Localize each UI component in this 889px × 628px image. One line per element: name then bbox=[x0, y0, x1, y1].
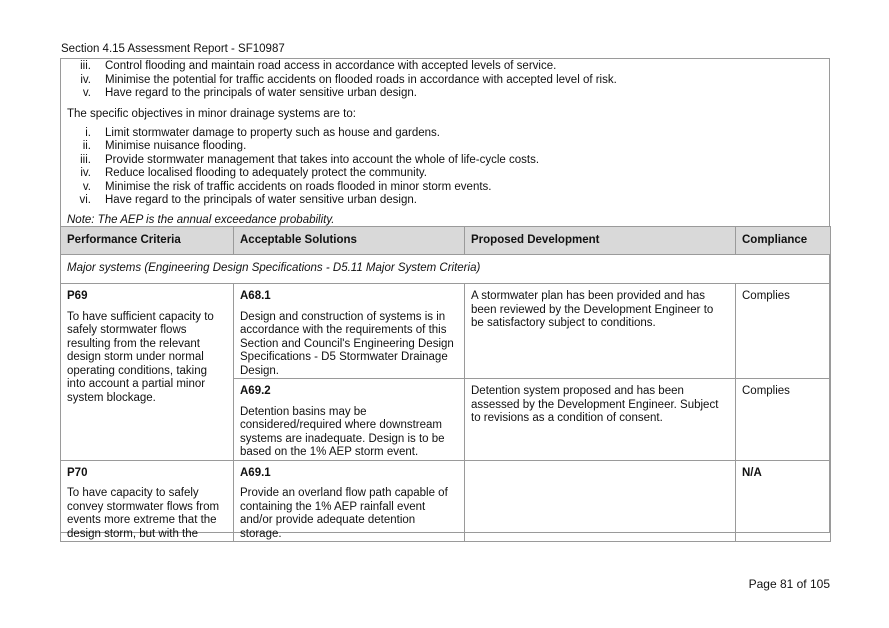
objectives-list-minor bbox=[61, 127, 829, 208]
assessment-table bbox=[60, 226, 831, 542]
header-acceptable-solutions: Acceptable Solutions bbox=[234, 227, 465, 255]
header-proposed-development: Proposed Development bbox=[465, 227, 736, 255]
list-item: ii. Minimise nuisance flooding. bbox=[82, 140, 247, 152]
solution-text: Provide an overland flow path capable of containing the 1% AEP rainfall event and/or provide adequate detention storage. bbox=[240, 487, 448, 540]
proposed-a69-2: Detention system proposed and has been assessed by the Development Engineer. Subject to revisions as a condition of consent. bbox=[465, 379, 736, 461]
aep-note: Note: The AEP is the annual exceedance probability. bbox=[67, 213, 335, 226]
list-item: iv. Minimise the potential for traffic accidents on flooded roads in accordance with accepted level of risk. bbox=[80, 73, 617, 86]
solution-text: Detention basins may be considered/required where downstream systems are inadequate. Design is to be based on the 1% AEP storm event. bbox=[240, 405, 445, 458]
compliance-a69-1: N/A bbox=[736, 460, 831, 542]
section-row bbox=[61, 255, 831, 284]
list-item: v. Minimise the risk of traffic accidents on roads flooded in minor storm events. bbox=[82, 180, 492, 193]
list-item: vi. Have regard to the principals of water sensitive urban design. bbox=[79, 194, 417, 206]
criteria-p69 bbox=[61, 284, 234, 461]
content-frame bbox=[60, 58, 830, 540]
header-performance-criteria: Performance Criteria bbox=[61, 227, 234, 255]
list-item: v. Have regard to the principals of water sensitive urban design. bbox=[82, 87, 417, 99]
proposed-a69-1 bbox=[465, 460, 736, 542]
solution-code: A69.1 bbox=[240, 466, 271, 479]
table-header-row bbox=[61, 227, 831, 255]
page-header: Section 4.15 Assessment Report - SF10987 bbox=[61, 43, 285, 55]
solution-a69-2 bbox=[234, 379, 465, 461]
list-item: iii. Control flooding and maintain road access in accordance with accepted levels of service. bbox=[80, 60, 557, 72]
compliance-a68-1: Complies bbox=[736, 284, 831, 379]
table-row bbox=[61, 460, 831, 542]
solution-a69-1 bbox=[234, 460, 465, 542]
criteria-text: To have sufficient capacity to safely stormwater flows resulting from the relevant design storm under normal operating conditions, taking into account a partial minor system blockage. bbox=[67, 310, 214, 404]
criteria-text: To have capacity to safely convey stormwater flows from events more extreme that the design storm, but with the bbox=[67, 487, 220, 540]
list-item: iii. Provide stormwater management that takes into account the whole of life-cycle costs. bbox=[80, 153, 540, 166]
criteria-code: P70 bbox=[67, 466, 88, 479]
solution-code: A69.2 bbox=[240, 385, 271, 397]
table-row bbox=[61, 284, 831, 379]
objectives-intro: The specific objectives in minor drainage systems are to: bbox=[67, 107, 356, 120]
criteria-p70 bbox=[61, 460, 234, 542]
solution-text: Design and construction of systems is in accordance with the requirements of this Section and Council's Engineering Design Specifications - D5 Stormwater Drainage Design. bbox=[240, 310, 454, 377]
proposed-a68-1: A stormwater plan has been provided and has been reviewed by the Development Engineer to be satisfactory subject to conditions. bbox=[465, 284, 736, 379]
compliance-a69-2: Complies bbox=[736, 379, 831, 461]
header-compliance: Compliance bbox=[736, 227, 831, 255]
criteria-code: P69 bbox=[67, 290, 88, 302]
section-title: Major systems (Engineering Design Specifications - D5.11 Major System Criteria) bbox=[61, 255, 831, 284]
objectives-list-major bbox=[61, 60, 829, 101]
list-item: i. Limit stormwater damage to property such as house and gardens. bbox=[85, 126, 440, 139]
objectives-section bbox=[61, 59, 829, 227]
page-number: Page 81 of 105 bbox=[748, 577, 830, 591]
list-item: iv. Reduce localised flooding to adequately protect the community. bbox=[80, 167, 427, 179]
solution-a68-1 bbox=[234, 284, 465, 379]
solution-code: A68.1 bbox=[240, 290, 271, 302]
